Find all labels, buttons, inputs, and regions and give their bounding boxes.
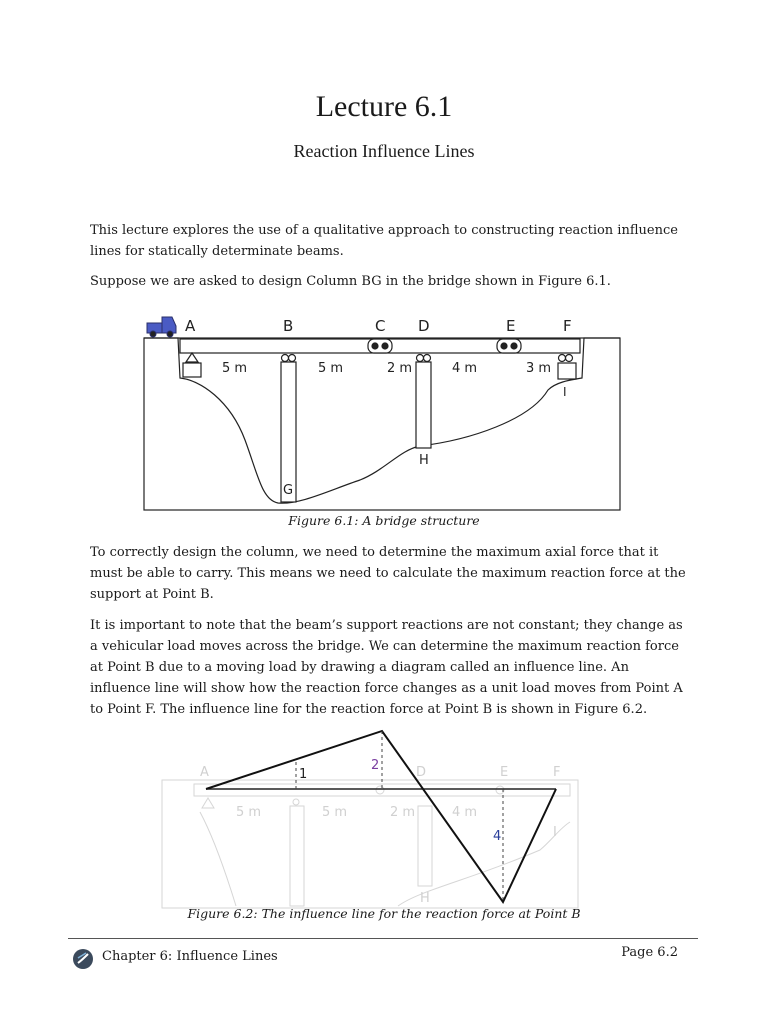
footer-rule <box>68 938 698 939</box>
span-de: 4 m <box>452 361 478 376</box>
ordinate-label-4: 4 <box>493 829 502 844</box>
faded-span-ab: 5 m <box>236 805 262 820</box>
publisher-logo-icon <box>72 948 94 970</box>
faded-pin-a <box>202 798 214 808</box>
intro-paragraph: This lecture explores the use of a qualitative approach to constructing reaction influence lines for statically determinate beams. <box>90 223 678 259</box>
label-point-e: E <box>506 317 516 335</box>
label-point-c: C <box>375 317 386 335</box>
faded-span-cd: 2 m <box>390 805 416 820</box>
faded-ground-left <box>200 812 236 906</box>
influence-line-paragraph: It is important to note that the beam’s support reactions are not constant; they change as a vehicular load moves across the bridge. We can determine the maximum reaction force at Point B due to a moving load by drawing a diagram called an influence line. An influence line will show how the reaction force changes as a unit load moves from Point A to Point F. The influence line for the reaction force at Point B is shown in Figure 6.2. <box>90 618 683 717</box>
faded-column-dh <box>418 806 432 886</box>
footer-chapter: Chapter 6: Influence Lines <box>102 949 278 964</box>
faded-label-h: H <box>420 891 430 906</box>
ordinate-label-2: 2 <box>371 758 380 773</box>
faded-label-f: F <box>553 765 561 780</box>
footer-page-number: Page 6.2 <box>621 945 678 960</box>
faded-label-d: D <box>416 765 427 780</box>
figure-6-2-caption: Figure 6.2: The influence line for the reaction force at Point B <box>187 906 581 921</box>
faded-roller-b <box>293 799 299 805</box>
faded-span-de: 4 m <box>452 805 478 820</box>
design-question-paragraph: Suppose we are asked to design Column BG in the bridge shown in Figure 6.1. <box>90 274 611 289</box>
lecture-subtitle: Reaction Influence Lines <box>293 141 475 161</box>
label-point-g: G <box>283 483 294 498</box>
span-ab: 5 m <box>222 361 248 376</box>
label-point-a: A <box>185 317 196 335</box>
label-point-h: H <box>419 453 429 468</box>
faded-label-i: I <box>553 825 557 840</box>
faded-label-e: E <box>500 765 509 780</box>
faded-frame <box>162 780 578 908</box>
column-design-paragraph: To correctly design the column, we need to determine the maximum axial force that it must be able to carry. This means we need to calculate the maximum reaction force at the support at Point B. <box>90 545 686 602</box>
span-cd: 2 m <box>387 361 413 376</box>
faded-column-bg <box>290 806 304 906</box>
lecture-title: Lecture 6.1 <box>315 90 453 123</box>
figure-6-1-caption: Figure 6.1: A bridge structure <box>288 513 480 528</box>
label-point-f: F <box>563 317 572 335</box>
label-point-d: D <box>418 317 430 335</box>
span-ef: 3 m <box>526 361 552 376</box>
faded-bridge <box>162 780 578 908</box>
span-bc: 5 m <box>318 361 344 376</box>
label-point-b: B <box>283 317 294 335</box>
faded-span-bc: 5 m <box>322 805 348 820</box>
faded-label-a: A <box>200 765 209 780</box>
ordinate-label-1: 1 <box>299 767 308 782</box>
label-point-i: I <box>563 385 567 399</box>
faded-hinge-c <box>376 786 384 794</box>
